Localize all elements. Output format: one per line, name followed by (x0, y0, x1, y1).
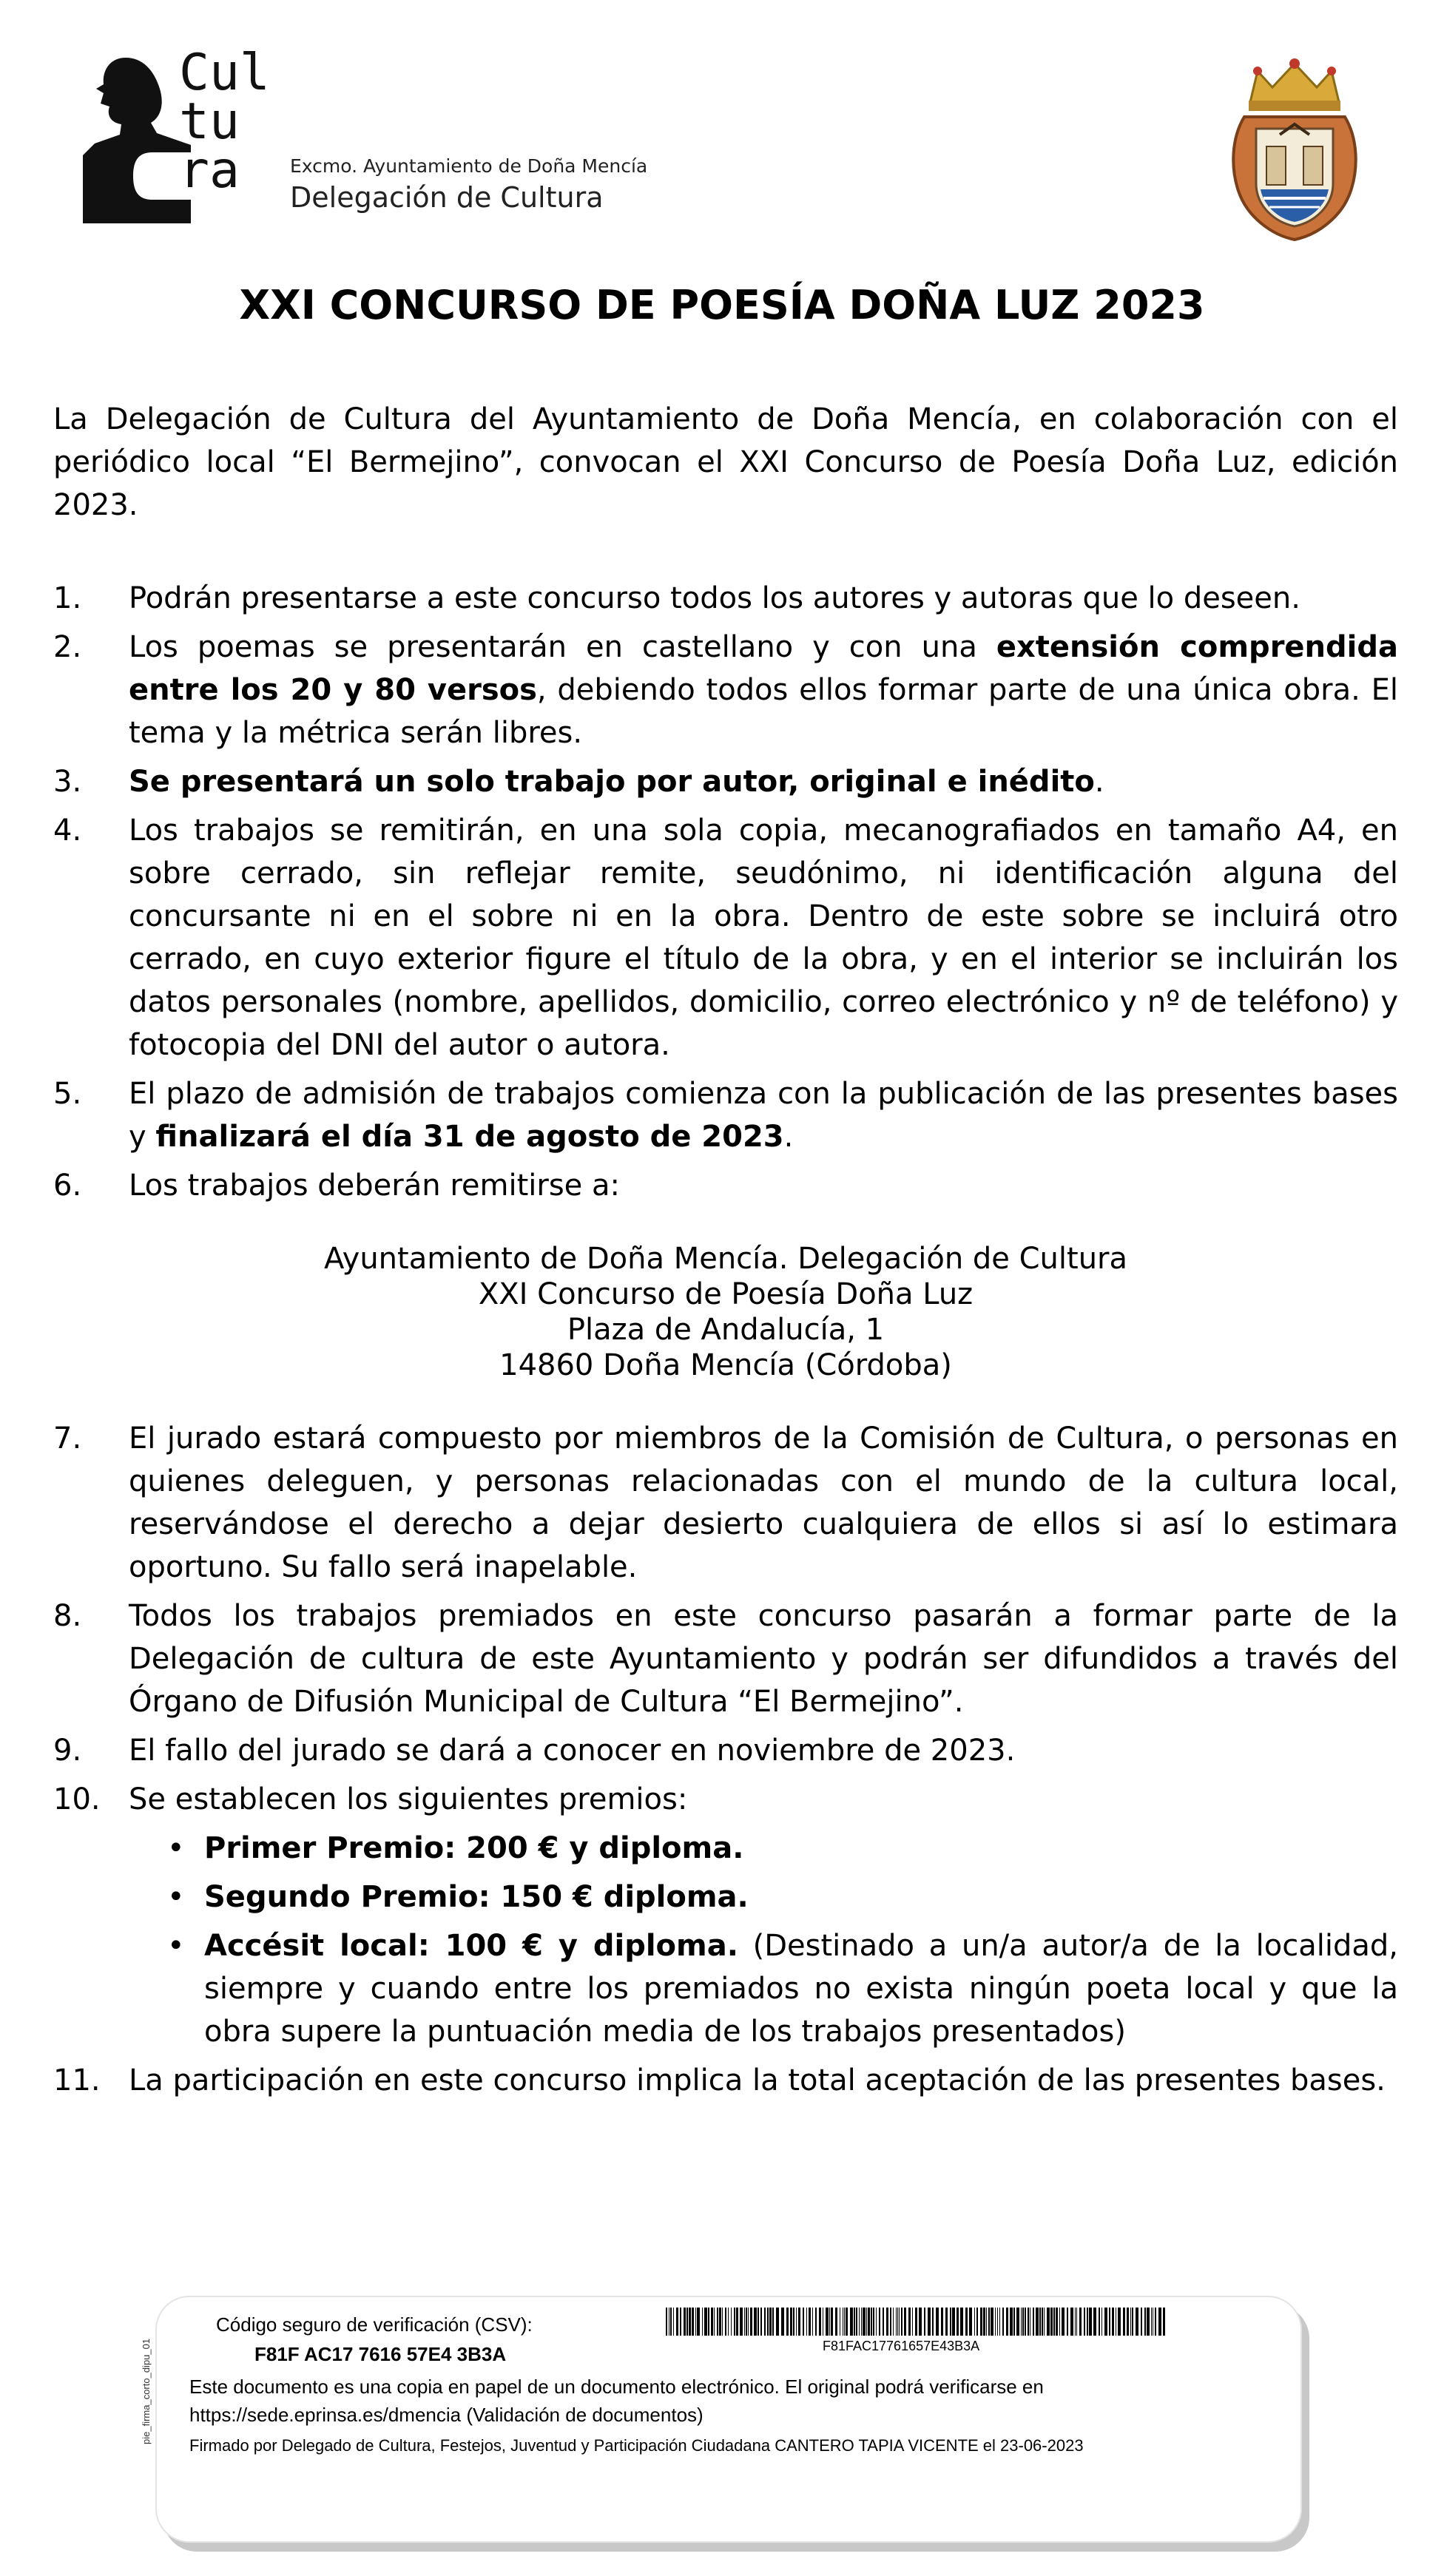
item-number: 8. (53, 1599, 82, 1633)
logo-institution: Excmo. Ayuntamiento de Doña Mencía (290, 155, 648, 177)
list-item (53, 1729, 1398, 1772)
prizes-list (53, 1827, 1398, 2053)
item-text: , debiendo todos ellos formar parte de una única obra. El tema y la métrica serán libres. (129, 673, 1398, 750)
footer-side-code: pie_firma_corto_dipu_01 (141, 2338, 152, 2444)
item-text: El fallo del jurado se dará a conocer en noviembre de 2023. (129, 1734, 1016, 1768)
barcode-text: F81FAC17761657E43B3A (823, 2339, 980, 2353)
document-body (53, 398, 1398, 2108)
logo-department: Delegación de Cultura (290, 181, 604, 214)
item-text-bold: extensión comprendida entre los 20 y 80 versos (129, 630, 1398, 707)
bullet-icon: • (167, 1929, 185, 1963)
logo-word-line: ra (179, 141, 240, 200)
item-text-bold: Se presentará un solo trabajo por autor, original e inédito (129, 765, 1095, 799)
verification-box (155, 2296, 1302, 2543)
bullet-icon: • (167, 1880, 185, 1914)
item-number: 6. (53, 1169, 82, 1203)
item-text: Los trabajos deberán remitirse a: (129, 1169, 620, 1203)
document-title: XXI CONCURSO DE POESÍA DOÑA LUZ 2023 (239, 282, 1205, 328)
list-item (53, 626, 1398, 754)
list-item (53, 2059, 1398, 2102)
item-text: . (1094, 765, 1104, 799)
item-text: Podrán presentarse a este concurso todos los autores y autoras que lo deseen. (129, 581, 1300, 615)
address-line: Plaza de Andalucía, 1 (567, 1313, 885, 1347)
address-line: 14860 Doña Mencía (Córdoba) (499, 1348, 952, 1382)
item-text: La participación en este concurso implica la total aceptación de las presentes bases. (129, 2063, 1386, 2097)
prize-title: Primer Premio: 200 € y diploma. (204, 1831, 744, 1865)
prize-title: Segundo Premio: 150 € diploma. (204, 1880, 749, 1914)
csv-label: Código seguro de verificación (CSV): (216, 2313, 533, 2336)
logo-word-line: Cul (179, 44, 270, 102)
list-item (53, 1417, 1398, 1589)
item-number: 9. (53, 1734, 82, 1768)
item-text: Los trabajos se remitirán, en una sola copia, mecanografiados en tamaño A4, en sobre cerrado, sin reflejar remite, seudónimo, ni identificación alguna del concursante ni en el sobre ni en la obra. Dentro de este sobre se incluirá otro cerrado, en cuyo exterior figure el título de la obra, y en el interior se incluirán los datos personales (nombre, apellidos, domicilio, correo electrónico y nº de teléfono) y fotocopia del DNI del autor o autora. (129, 814, 1398, 1062)
logo-wordmark (179, 44, 270, 200)
list-item (53, 1072, 1398, 1158)
prize-item (53, 1876, 1398, 1919)
postal-address (53, 1241, 1398, 1383)
prize-item (53, 1924, 1398, 2053)
item-text: Todos los trabajos premiados en este concurso pasarán a formar parte de la Delegación de cultura de este Ayuntamiento y podrán ser difundidos a través del Órgano de Difusión Municipal de Cultura “El Bermejino”. (129, 1599, 1398, 1719)
csv-code: F81F AC17 7616 57E4 3B3A (254, 2343, 507, 2365)
item-number: 7. (53, 1421, 82, 1456)
item-number: 3. (53, 765, 82, 799)
logo-word-line: tu (179, 92, 240, 151)
item-text: El jurado estará compuesto por miembros de la Comisión de Cultura, o personas en quienes deleguen, y personas relacionadas con el mundo de la cultura local, reservándose el derecho a dejar desierto cualquiera de ellos si así lo estimara oportuno. Su fallo será inapelable. (129, 1421, 1398, 1584)
item-text: El plazo de admisión de trabajos comienza con la publicación de las presentes bases y (129, 1077, 1398, 1154)
list-item (53, 809, 1398, 1066)
item-text-bold: finalizará el día 31 de agosto de 2023 (155, 1120, 784, 1154)
address-line: Ayuntamiento de Doña Mencía. Delegación de Cultura (324, 1242, 1127, 1276)
item-number: 2. (53, 630, 82, 664)
prize-note: (Destinado a un/a autor/a de la localidad, siempre y cuando entre los premiados no exista ningún poeta local y que la obra supere la puntuación media de los trabajos presentados) (204, 1929, 1398, 2049)
list-item (53, 1164, 1398, 1383)
prize-title: Accésit local: 100 € y diploma. (204, 1929, 738, 1963)
item-text: Los poemas se presentarán en castellano y con una (129, 630, 996, 664)
bullet-icon: • (167, 1831, 185, 1865)
address-line: XXI Concurso de Poesía Doña Luz (478, 1277, 974, 1311)
logo-subtitle (290, 154, 647, 216)
list-item (53, 577, 1398, 620)
item-number: 5. (53, 1077, 82, 1111)
item-number: 1. (53, 581, 82, 615)
signature-line: Firmado por Delegado de Cultura, Festejos, Juventud y Participación Ciudadana CANTERO TAPIA VICENTE el 23-06-2023 (189, 2436, 1084, 2455)
municipal-coat-of-arms-icon (1228, 58, 1361, 243)
rules-list (53, 577, 1398, 2102)
item-number: 11. (53, 2063, 101, 2097)
list-item (53, 1778, 1398, 2053)
verification-url: https://sede.eprinsa.es/dmencia (Validación de documentos) (189, 2404, 704, 2426)
item-number: 10. (53, 1782, 101, 1816)
list-item (53, 1595, 1398, 1723)
intro-paragraph: La Delegación de Cultura del Ayuntamiento de Doña Mencía, en colaboración con el periódico local “El Bermejino”, convocan el XXI Concurso de Poesía Doña Luz, edición 2023. (53, 402, 1398, 522)
prize-item (53, 1827, 1398, 1870)
item-text: . (783, 1120, 794, 1154)
item-text: Se establecen los siguientes premios: (129, 1782, 688, 1816)
verification-note: Este documento es una copia en papel de un documento electrónico. El original podrá verificarse en (189, 2376, 1044, 2398)
barcode-icon (666, 2308, 1169, 2336)
item-number: 4. (53, 814, 82, 848)
page-header (0, 0, 1444, 266)
list-item (53, 760, 1398, 803)
